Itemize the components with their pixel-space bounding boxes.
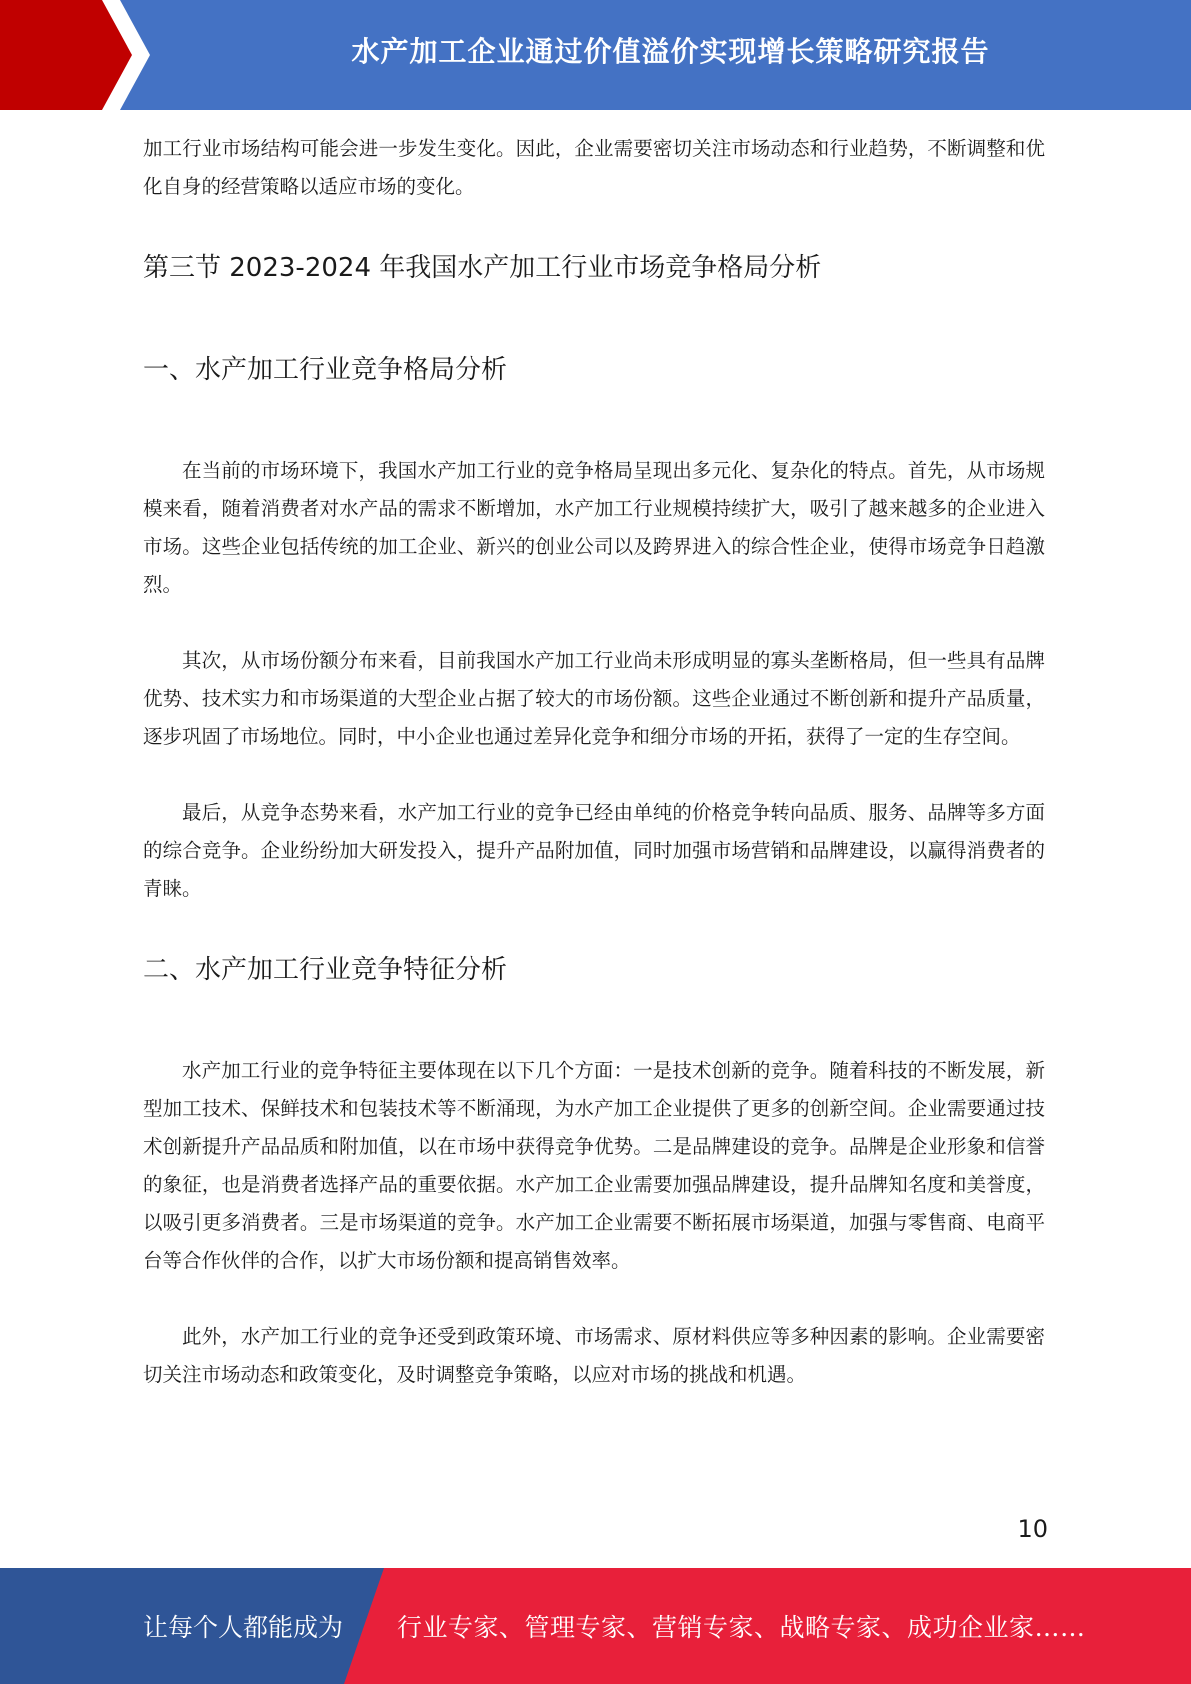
intro-paragraph: 加工行业市场结构可能会进一步发生变化。因此，企业需要密切关注市场动态和行业趋势，不断调整和优化自身的经营策略以适应市场的变化。 — [143, 137, 1045, 198]
subsection-title-2: 二、水产加工行业竞争特征分析 — [143, 955, 508, 985]
paragraph: 最后，从竞争态势来看，水产加工行业的竞争已经由单纯的价格竞争转向品质、服务、品牌等多方面的综合竞争。企业纷纷加大研发投入，提升产品附加值，同时加强市场营销和品牌建设，以赢得消费者的青睐。 — [143, 801, 1045, 900]
footer-slogan-left: 让每个人都能成为 — [143, 1613, 344, 1642]
paragraph: 在当前的市场环境下，我国水产加工行业的竞争格局呈现出多元化、复杂化的特点。首先，从市场规模来看，随着消费者对水产品的需求不断增加，水产加工行业规模持续扩大，吸引了越来越多的企业进入市场。这些企业包括传统的加工企业、新兴的创业公司以及跨界进入的综合性企业，使得市场竞争日趋激烈。 — [143, 459, 1045, 596]
page-footer — [0, 1568, 1191, 1684]
header-arrow-decoration — [0, 0, 160, 110]
page-header — [0, 0, 1191, 110]
page-content — [143, 130, 1045, 1394]
page-number: 10 — [1017, 1515, 1048, 1543]
report-title: 水产加工企业通过价值溢价实现增长策略研究报告 — [351, 35, 990, 68]
paragraph: 水产加工行业的竞争特征主要体现在以下几个方面：一是技术创新的竞争。随着科技的不断发展，新型加工技术、保鲜技术和包装技术等不断涌现，为水产加工企业提供了更多的创新空间。企业需要通过技术创新提升产品品质和附加值，以在市场中获得竞争优势。二是品牌建设的竞争。品牌是企业形象和信誉的象征，也是消费者选择产品的重要依据。水产加工企业需要加强品牌建设，提升品牌知名度和美誉度，以吸引更多消费者。三是市场渠道的竞争。水产加工企业需要不断拓展市场渠道，加强与零售商、电商平台等合作伙伴的合作，以扩大市场份额和提高销售效率。 — [143, 1059, 1045, 1272]
section-title: 第三节 2023-2024 年我国水产加工行业市场竞争格局分析 — [143, 253, 822, 283]
paragraph: 此外，水产加工行业的竞争还受到政策环境、市场需求、原材料供应等多种因素的影响。企业需要密切关注市场动态和政策变化，及时调整竞争策略，以应对市场的挑战和机遇。 — [143, 1325, 1045, 1386]
subsection-title-1: 一、水产加工行业竞争格局分析 — [143, 355, 508, 385]
paragraph: 其次，从市场份额分布来看，目前我国水产加工行业尚未形成明显的寡头垄断格局，但一些具有品牌优势、技术实力和市场渠道的大型企业占据了较大的市场份额。这些企业通过不断创新和提升产品质量，逐步巩固了市场地位。同时，中小企业也通过差异化竞争和细分市场的开拓，获得了一定的生存空间。 — [143, 649, 1045, 748]
footer-slogan-right: 行业专家、管理专家、营销专家、战略专家、成功企业家…… — [397, 1613, 1086, 1642]
